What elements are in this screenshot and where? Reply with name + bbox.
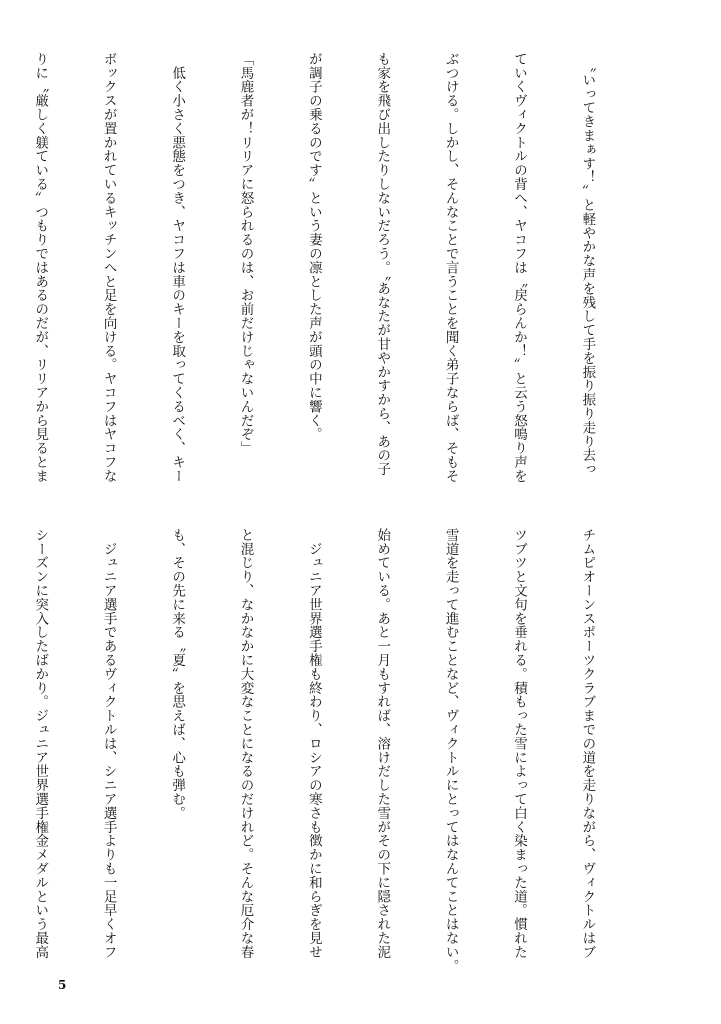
text-line: 〝いってきまぁす！〟と軽やかな声を残して手を振り振り走り去っ — [579, 52, 596, 477]
text-line: 低く小さく悪態をつき、ヤコフは車のキーを取ってくるべく、キー — [169, 52, 186, 483]
text-column-bottom — [32, 528, 644, 980]
text-line: ていくヴィクトルの背へ、ヤコフは〝戻らんか！〟と云う怒鳴り声を — [511, 52, 528, 483]
text-line: 雪道を走って進むことなど、ヴィクトルにとってはなんてことはない。 — [442, 528, 459, 973]
page-number: 5 — [58, 978, 67, 992]
text-line: も家を飛び出したりしないだろう。〝あなたが甘やかすから、あの子 — [374, 52, 391, 477]
text-line: と混じり、なかなかに大変なことになるのだけれど。そんな厄介な春 — [237, 528, 254, 959]
text-line: 始めている。あと一月もすれば、溶けだした雪がその下に隠された泥 — [374, 528, 391, 959]
text-line: ボックスが置かれているキッチンへと足を向ける。ヤコフはヤコフな — [100, 52, 117, 483]
text-line: チムピオーンスポーツクラブまでの道を走りながら、ヴィクトルはブ — [579, 528, 596, 959]
text-line: ツブツと文句を垂れる。積もった雪によって白く染まった道。慣れた — [511, 528, 528, 959]
text-line: シーズンに突入したばかり。ジュニア世界選手権金メダルという最高 — [32, 528, 49, 959]
text-line: ジュニア世界選手権も終わり、ロシアの寒さも徴かに和らぎを見せ — [305, 528, 322, 959]
text-line: ジュニア選手であるヴィクトルは、シニア選手よりも一足早くオフ — [100, 528, 117, 959]
text-line: 「馬鹿者が！リリアに怒られるのは、お前だけじゃないんだぞ」 — [237, 52, 254, 456]
text-line: が調子の乗るのです〟という妻の凛とした声が頭の中に響く。 — [305, 52, 322, 442]
text-column-top — [32, 52, 644, 504]
text-line: ぶつける。しかし、そんなことで言うことを聞く弟子ならば、そもそ — [442, 52, 459, 483]
text-line: も、その先に来る〝夏〟を思えば、心も弾む。 — [169, 528, 186, 820]
text-line: りに〝厳しく躾ている〟つもりではあるのだが、リリアから見るとま — [32, 52, 49, 483]
